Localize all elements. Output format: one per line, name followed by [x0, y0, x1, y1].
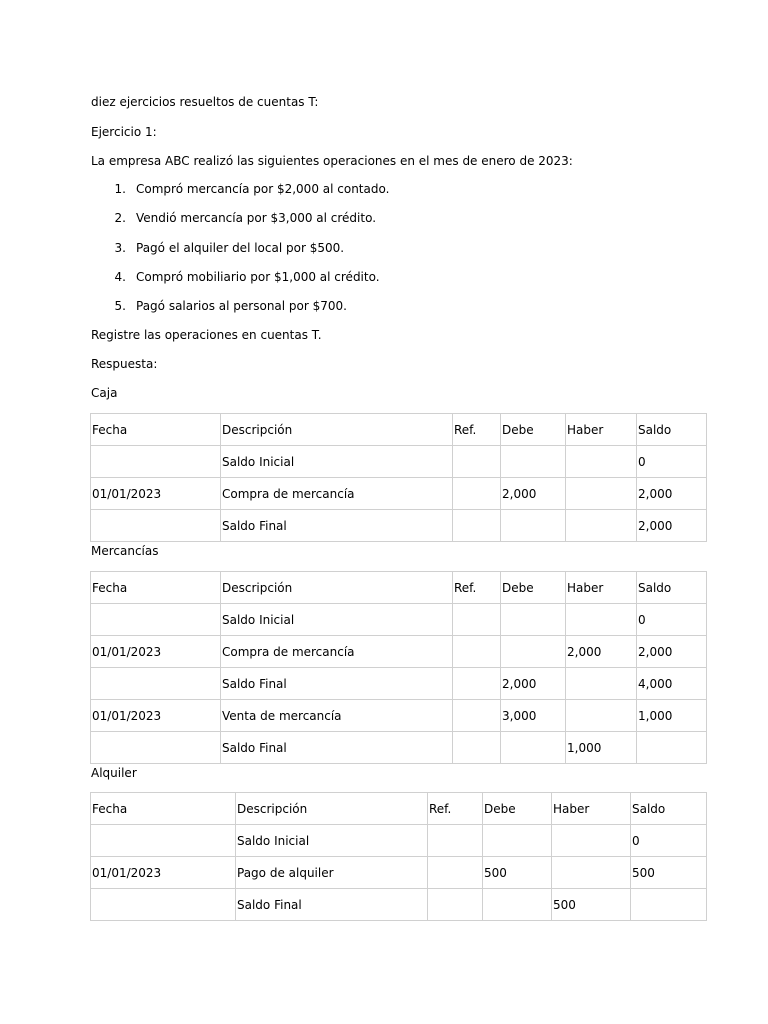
table-cell: 01/01/2023	[91, 700, 221, 732]
table-cell	[428, 857, 483, 889]
list-item-number: 3.	[114, 241, 126, 255]
table-row	[91, 636, 707, 668]
table-cell: 2,000	[566, 636, 637, 668]
statement: La empresa ABC realizó las siguientes operaciones en el mes de enero de 2023:	[91, 154, 573, 168]
table-cell: Saldo Inicial	[221, 604, 453, 636]
list-item-number: 1.	[114, 182, 126, 196]
table-cell	[453, 700, 501, 732]
table-row	[91, 510, 707, 542]
table-cell: 01/01/2023	[91, 478, 221, 510]
table-cell: 0	[637, 604, 707, 636]
table-cell	[91, 446, 221, 478]
table-cell	[453, 478, 501, 510]
column-header: Descripción	[221, 414, 453, 446]
t-account-table-caja	[90, 413, 707, 542]
table-cell: 01/01/2023	[91, 857, 236, 889]
table-cell: Pago de alquiler	[236, 857, 428, 889]
intro-line: diez ejercicios resueltos de cuentas T:	[91, 95, 319, 109]
table-cell	[453, 446, 501, 478]
column-header: Ref.	[428, 793, 483, 825]
table-cell	[453, 668, 501, 700]
table-cell: Saldo Final	[221, 510, 453, 542]
list-item-text: Compró mobiliario por $1,000 al crédito.	[136, 270, 380, 284]
t-account-table-mercancias	[90, 571, 707, 764]
table-cell: Saldo Final	[236, 889, 428, 921]
table-cell	[501, 636, 566, 668]
column-header: Haber	[566, 414, 637, 446]
table-cell: Saldo Inicial	[221, 446, 453, 478]
table-cell: 3,000	[501, 700, 566, 732]
table-cell: Compra de mercancía	[221, 478, 453, 510]
table-cell: 1,000	[637, 700, 707, 732]
column-header: Haber	[566, 572, 637, 604]
table-cell	[631, 889, 707, 921]
table-cell: 2,000	[501, 478, 566, 510]
table-row	[91, 857, 707, 889]
column-header: Fecha	[91, 793, 236, 825]
table-cell	[501, 446, 566, 478]
table-cell	[501, 604, 566, 636]
table-cell	[453, 510, 501, 542]
table-cell: Saldo Final	[221, 732, 453, 764]
table-cell: 2,000	[637, 636, 707, 668]
table-cell	[637, 732, 707, 764]
table-cell	[566, 700, 637, 732]
table-row	[91, 478, 707, 510]
column-header: Descripción	[221, 572, 453, 604]
table-row	[91, 825, 707, 857]
column-header: Debe	[501, 572, 566, 604]
table-cell: 500	[631, 857, 707, 889]
table-cell: Compra de mercancía	[221, 636, 453, 668]
table-cell: 4,000	[637, 668, 707, 700]
table-cell	[483, 825, 552, 857]
table-cell: Saldo Final	[221, 668, 453, 700]
table-cell	[91, 889, 236, 921]
table-cell	[566, 604, 637, 636]
account-title-alquiler: Alquiler	[91, 766, 137, 780]
list-item-text: Pagó el alquiler del local por $500.	[136, 241, 345, 255]
table-cell: Venta de mercancía	[221, 700, 453, 732]
list-item-text: Vendió mercancía por $3,000 al crédito.	[136, 211, 377, 225]
account-title-mercancias: Mercancías	[91, 544, 159, 558]
table-cell	[566, 446, 637, 478]
table-header-row	[91, 793, 707, 825]
column-header: Fecha	[91, 414, 221, 446]
column-header: Ref.	[453, 414, 501, 446]
table-cell: 01/01/2023	[91, 636, 221, 668]
list-item-number: 4.	[114, 270, 126, 284]
table-cell	[453, 636, 501, 668]
list-item-text: Compró mercancía por $2,000 al contado.	[136, 182, 390, 196]
table-cell	[501, 510, 566, 542]
table-row	[91, 889, 707, 921]
column-header: Saldo	[631, 793, 707, 825]
table-cell: 2,000	[637, 510, 707, 542]
table-cell	[566, 510, 637, 542]
table-row	[91, 604, 707, 636]
table-cell	[566, 668, 637, 700]
table-cell: Saldo Inicial	[236, 825, 428, 857]
table-cell	[428, 825, 483, 857]
table-cell	[91, 510, 221, 542]
t-account-table-alquiler	[90, 792, 707, 921]
exercise-title: Ejercicio 1:	[91, 125, 157, 139]
table-cell	[91, 732, 221, 764]
table-row	[91, 732, 707, 764]
column-header: Debe	[483, 793, 552, 825]
column-header: Saldo	[637, 414, 707, 446]
table-cell	[91, 604, 221, 636]
list-item-number: 2.	[114, 211, 126, 225]
table-row	[91, 700, 707, 732]
instruction: Registre las operaciones en cuentas T.	[91, 328, 322, 342]
table-cell: 0	[631, 825, 707, 857]
table-header-row	[91, 572, 707, 604]
list-item-text: Pagó salarios al personal por $700.	[136, 299, 347, 313]
column-header: Saldo	[637, 572, 707, 604]
table-row	[91, 668, 707, 700]
answer-label: Respuesta:	[91, 357, 158, 371]
table-header-row	[91, 414, 707, 446]
table-cell: 500	[552, 889, 631, 921]
table-cell	[501, 732, 566, 764]
table-cell	[566, 478, 637, 510]
table-row	[91, 446, 707, 478]
table-cell	[552, 825, 631, 857]
list-item-number: 5.	[114, 299, 126, 313]
table-cell	[483, 889, 552, 921]
column-header: Descripción	[236, 793, 428, 825]
column-header: Haber	[552, 793, 631, 825]
table-cell: 2,000	[637, 478, 707, 510]
column-header: Debe	[501, 414, 566, 446]
table-cell: 1,000	[566, 732, 637, 764]
table-cell	[552, 857, 631, 889]
table-cell: 0	[637, 446, 707, 478]
table-cell	[91, 668, 221, 700]
table-cell	[453, 732, 501, 764]
table-cell	[428, 889, 483, 921]
account-title-caja: Caja	[91, 386, 118, 400]
table-cell: 2,000	[501, 668, 566, 700]
table-cell: 500	[483, 857, 552, 889]
column-header: Fecha	[91, 572, 221, 604]
table-cell	[453, 604, 501, 636]
column-header: Ref.	[453, 572, 501, 604]
table-cell	[91, 825, 236, 857]
